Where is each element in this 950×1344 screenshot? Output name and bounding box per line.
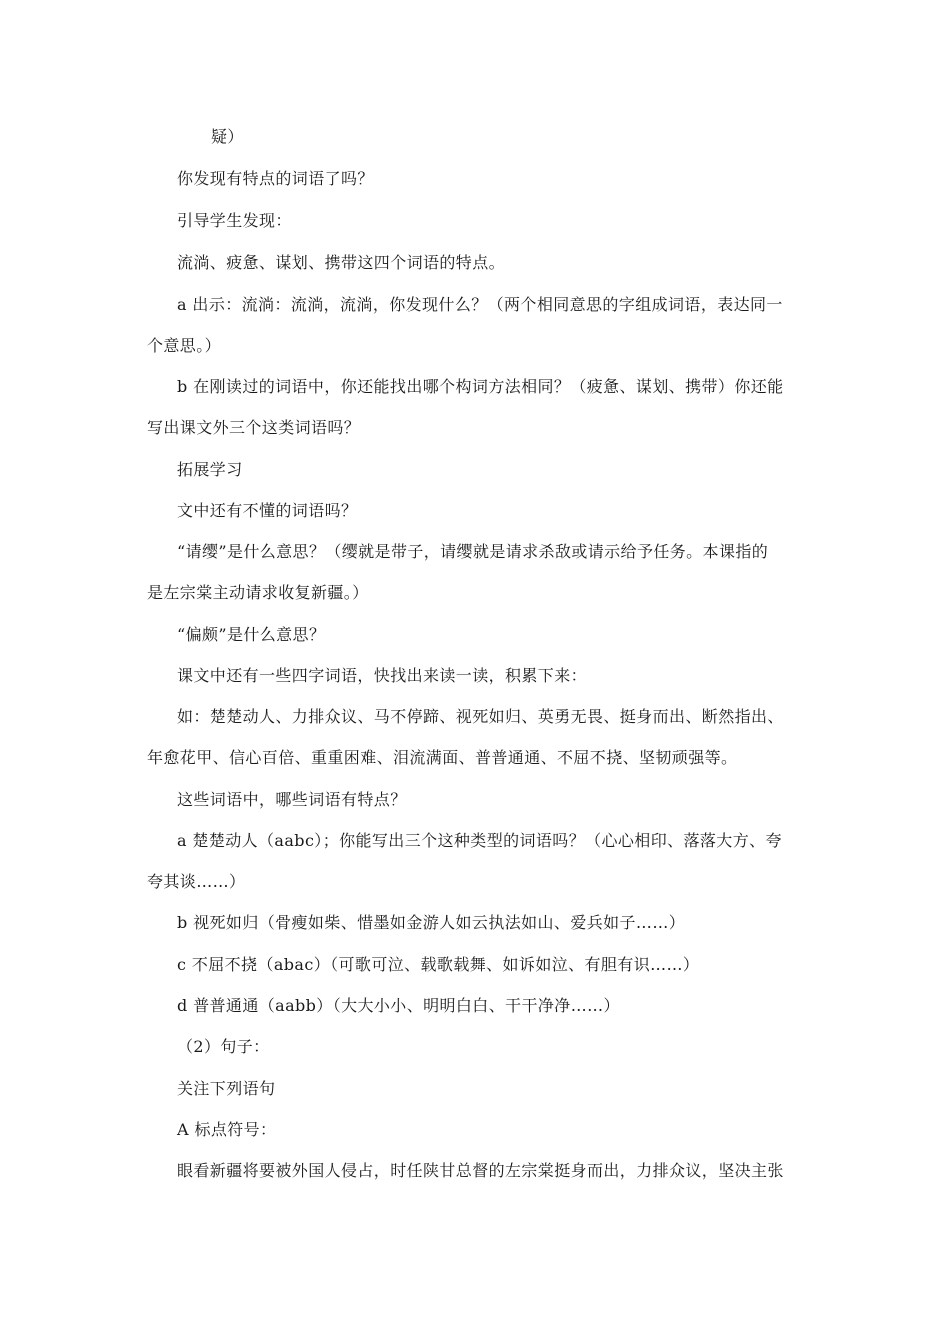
text-line-20: b 视死如归（骨瘦如柴、惜墨如金游人如云执法如山、爱兵如子……） <box>177 913 686 932</box>
text-line-22: d 普普通通（aabb）（大大小小、明明白白、干干净净……） <box>177 996 620 1015</box>
text-line-7: b 在刚读过的词语中，你还能找出哪个构词方法相同？（疲惫、谋划、携带）你还能 <box>177 377 784 396</box>
text-line-16: 年愈花甲、信心百倍、重重困难、泪流满面、普普通通、不屈不挠、坚韧顽强等。 <box>147 748 738 767</box>
text-line-13: “偏颇”是什么意思？ <box>177 625 326 644</box>
text-line-10: 文中还有不懂的词语吗？ <box>177 501 358 520</box>
text-line-8: 写出课文外三个这类词语吗？ <box>147 418 361 437</box>
text-line-21: c 不屈不挠（abac）（可歌可泣、载歌载舞、如诉如泣、有胆有识……） <box>177 955 700 974</box>
text-line-12: 是左宗棠主动请求收复新疆。） <box>147 583 369 602</box>
text-line-26: 眼看新疆将要被外国人侵占，时任陕甘总督的左宗棠挺身而出，力排众议，坚决主张 <box>177 1161 784 1180</box>
text-line-18: a 楚楚动人（aabc）；你能写出三个这种类型的词语吗？（心心相印、落落大方、夸 <box>177 831 782 850</box>
text-line-3: 引导学生发现： <box>177 211 292 230</box>
text-line-11: “请缨”是什么意思？（缨就是带子，请缨就是请求杀敌或请示给予任务。本课指的 <box>177 542 769 561</box>
text-line-19: 夸其谈……） <box>147 872 246 891</box>
text-line-23: （2）句子： <box>177 1037 270 1056</box>
text-line-14: 课文中还有一些四字词语，快找出来读一读，积累下来： <box>177 666 588 685</box>
text-line-17: 这些词语中，哪些词语有特点？ <box>177 790 407 809</box>
text-line-25: A 标点符号： <box>177 1120 277 1139</box>
text-line-15: 如：楚楚动人、力排众议、马不停蹄、视死如归、英勇无畏、挺身而出、断然指出、 <box>177 707 784 726</box>
text-line-2: 你发现有特点的词语了吗？ <box>177 169 374 188</box>
text-line-1: 疑） <box>211 127 244 146</box>
text-line-4: 流淌、疲惫、谋划、携带这四个词语的特点。 <box>177 253 506 272</box>
text-line-24: 关注下列语句 <box>177 1079 276 1098</box>
text-line-9: 拓展学习 <box>177 460 243 479</box>
text-line-5: a 出示：流淌：流淌，流淌，你发现什么？（两个相同意思的字组成词语，表达同一 <box>177 295 783 314</box>
text-line-6: 个意思。） <box>147 336 222 355</box>
